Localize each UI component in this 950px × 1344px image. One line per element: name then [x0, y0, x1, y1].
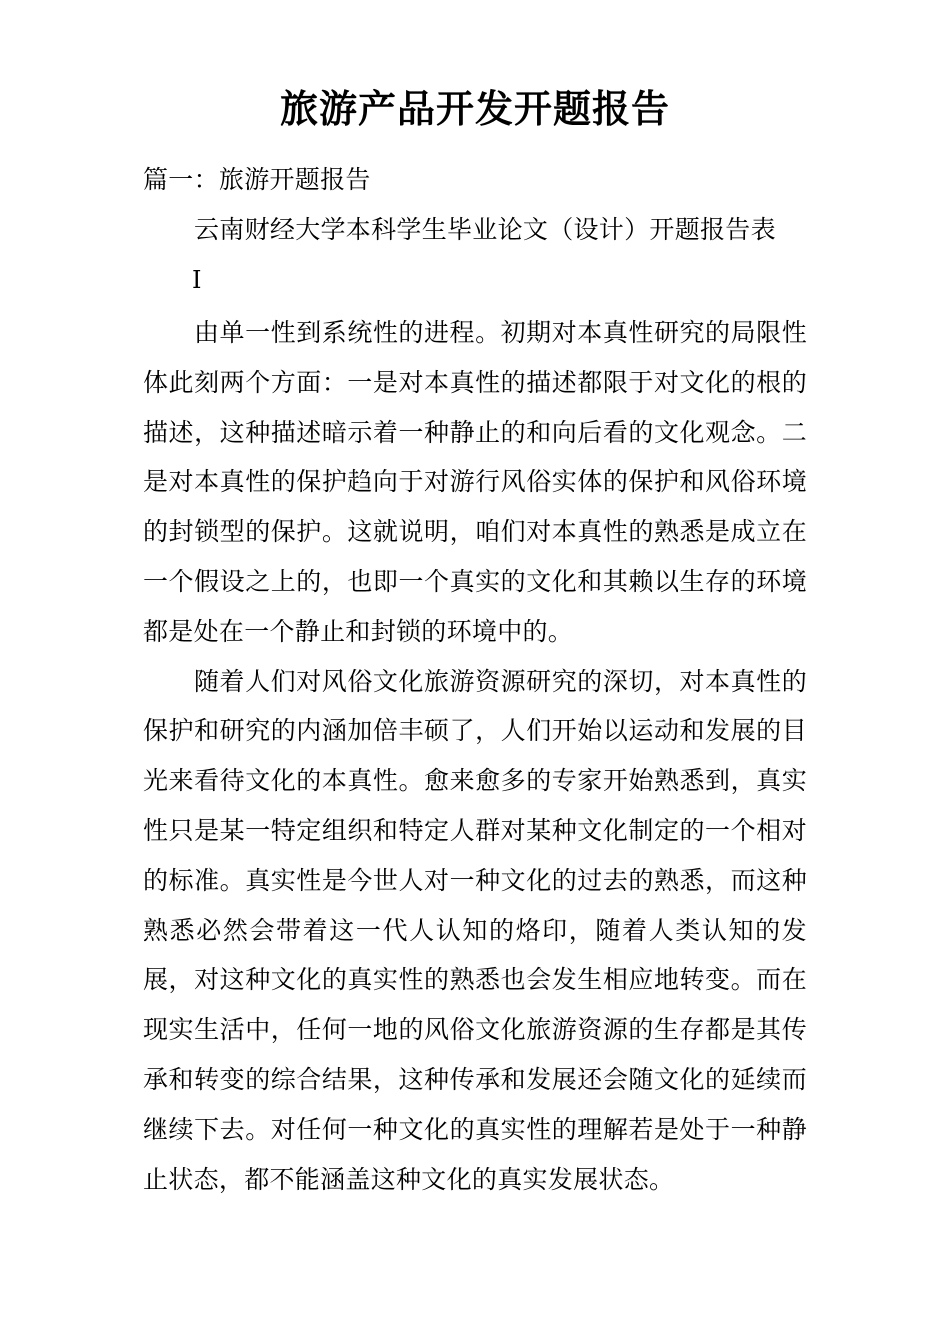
document-title: 旅游产品开发开题报告 [279, 86, 670, 131]
body-text [143, 308, 807, 1204]
section-heading: 篇一：旅游开题报告 [143, 165, 371, 194]
roman-numeral-mark: I [192, 266, 202, 294]
report-form-subtitle: 云南财经大学本科学生毕业论文（设计）开题报告表 [194, 215, 776, 244]
paragraph-1: 由单一性到系统性的进程。初期对本真性研究的局限性体此刻两个方面：一是对本真性的描述都限于对文化的根的描述，这种描述暗示着一种静止的和向后看的文化观念。二是对本真性的保护趋向于对游行风俗实体的保护和风俗环境的封锁型的保护。这就说明，咱们对本真性的熟悉是成立在一个假设之上的，也即一个真实的文化和其赖以生存的环境都是处在一个静止和封锁的环境中的。 [143, 318, 807, 646]
paragraph-2: 随着人们对风俗文化旅游资源研究的深切，对本真性的保护和研究的内涵加倍丰硕了，人们开始以运动和发展的目光来看待文化的本真性。愈来愈多的专家开始熟悉到，真实性只是某一特定组织和特定人群对某种文化制定的一个相对的标准。真实性是今世人对一种文化的过去的熟悉，而这种熟悉必然会带着这一代人认知的烙印，随着人类认知的发展，对这种文化的真实性的熟悉也会发生相应地转变。而在现实生活中，任何一地的风俗文化旅游资源的生存都是其传承和转变的综合结果，这种传承和发展还会随文化的延续而继续下去。对任何一种文化的真实性的理解若是处于一种静止状态，都不能涵盖这种文化的真实发展状态。 [143, 666, 807, 1194]
